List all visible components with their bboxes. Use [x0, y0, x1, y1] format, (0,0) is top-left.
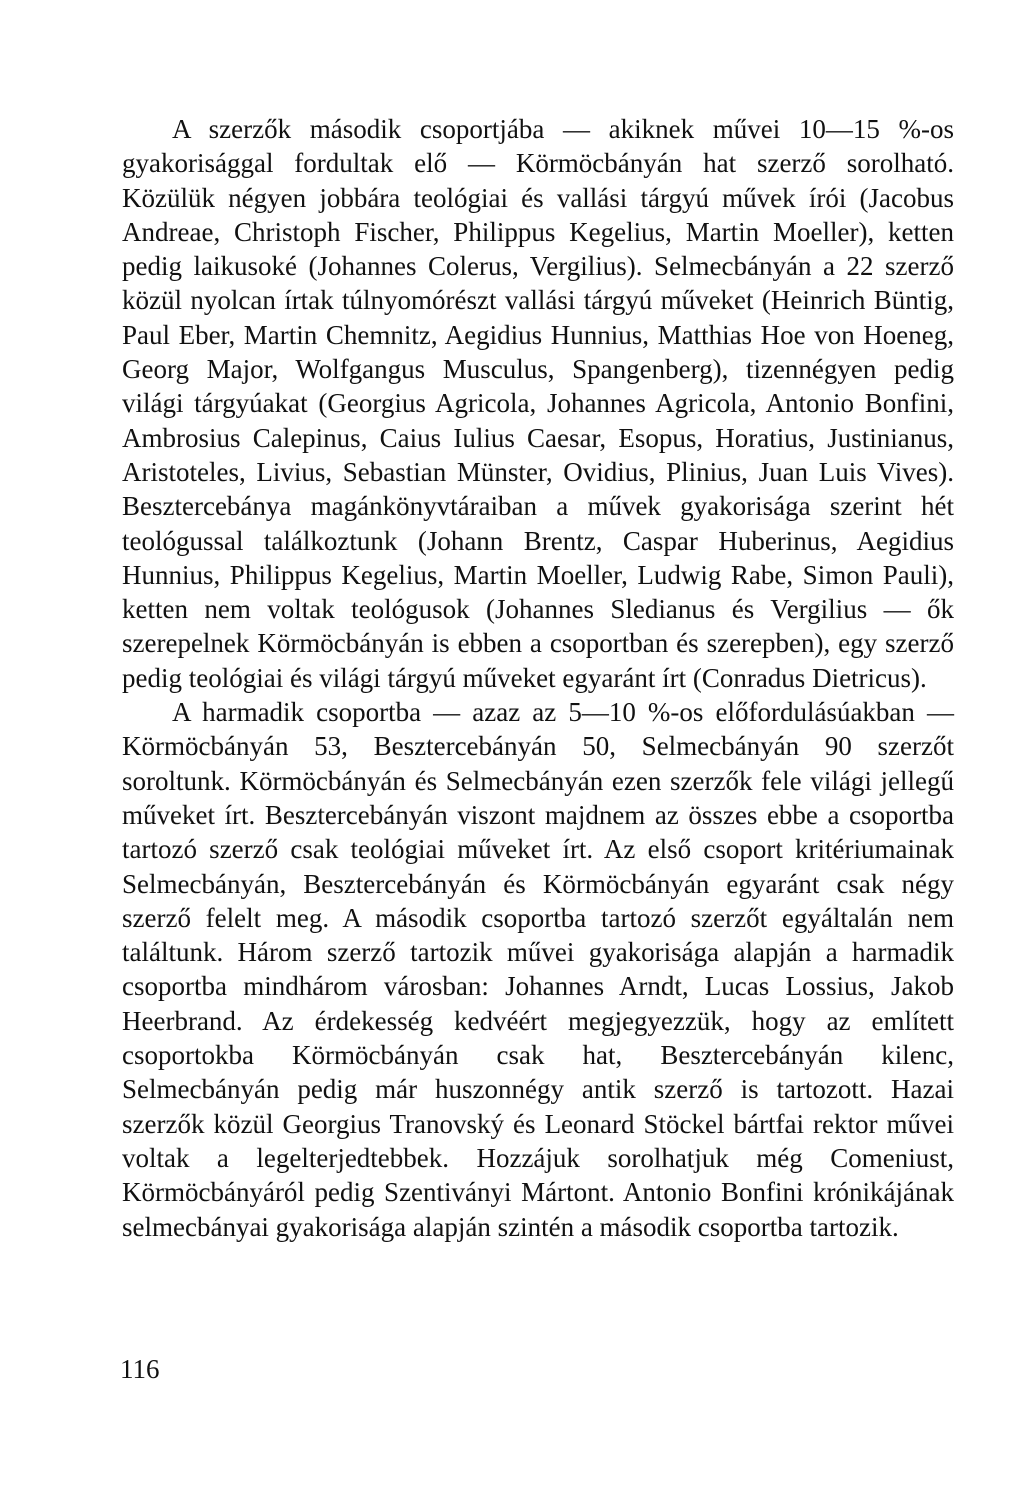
page-number: 116: [120, 1354, 160, 1384]
paragraph-1: A szerzők második csoportjába — akiknek művei 10—15 %-os gyakorisággal fordultak elő — Körmöcbányán hat szerző sorolható. Közülük négyen jobbára teológiai és vallási tárgyú művek írói (Jacobus Andreae, Christoph Fischer, Philippus Kegelius, Martin Moeller), ketten pedig laikusoké (Johannes Colerus, Vergilius). Selmecbányán a 22 szerző közül nyolcan írtak túlnyomórészt vallási tárgyú műveket (Heinrich Büntig, Paul Eber, Martin Chemnitz, Aegidius Hunnius, Matthias Hoe von Hoeneg, Georg Major, Wolfgangus Musculus, Spangenberg), tizennégyen pedig világi tárgyúakat (Georgius Agricola, Johannes Agricola, Antonio Bonfini, Ambrosius Calepinus, Caius Iulius Caesar, Esopus, Horatius, Justinianus, Aristoteles, Livius, Sebastian Münster, Ovidius, Plinius, Juan Luis Vives). Besztercebánya magánkönyvtáraiban a művek gyakorisága szerint hét teológussal találkoztunk (Johann Brentz, Caspar Huberinus, Aegidius Hunnius, Philippus Kegelius, Martin Moeller, Ludwig Rabe, Simon Pauli), ketten nem voltak teológusok (Johannes Sledianus és Vergilius — ők szerepelnek Körmöcbányán is ebben a csoportban és szerepben), egy szerző pedig teológiai és világi tárgyú műveket egyaránt írt (Conradus Dietricus).: [122, 114, 954, 693]
paragraph-2: A harmadik csoportba — azaz az 5—10 %-os előfordulásúakban — Körmöcbányán 53, Besztercebányán 50, Selmecbányán 90 szerzőt soroltunk. Körmöcbányán és Selmecbányán ezen szerzők fele világi jellegű műveket írt. Besztercebányán viszont majdnem az összes ebbe a csoportba tartozó szerző csak teológiai műveket írt. Az első csoport kritériumainak Selmecbányán, Besztercebányán és Körmöcbányán egyaránt csak négy szerző felelt meg. A második csoportba tartozó szerzőt egyáltalán nem találtunk. Három szerző tartozik művei gyakorisága alapján a harmadik csoportba mindhárom városban: Johannes Arndt, Lucas Lossius, Jakob Heerbrand. Az érdekesség kedvéért megjegyezzük, hogy az említett csoportokba Körmöcbányán csak hat, Besztercebányán kilenc, Selmecbányán pedig már huszonnégy antik szerző is tartozott. Hazai szerzők közül Georgius Tranovský és Leonard Stöckel bártfai rektor művei voltak a legelterjedtebbek. Hozzájuk sorolhatjuk még Comeniust, Körmöcbányáról pedig Szentiványi Mártont. Antonio Bonfini krónikájának selmecbányai gyakorisága alapján szintén a második csoportba tartozik.: [122, 697, 954, 1242]
page-body: [122, 112, 954, 1244]
